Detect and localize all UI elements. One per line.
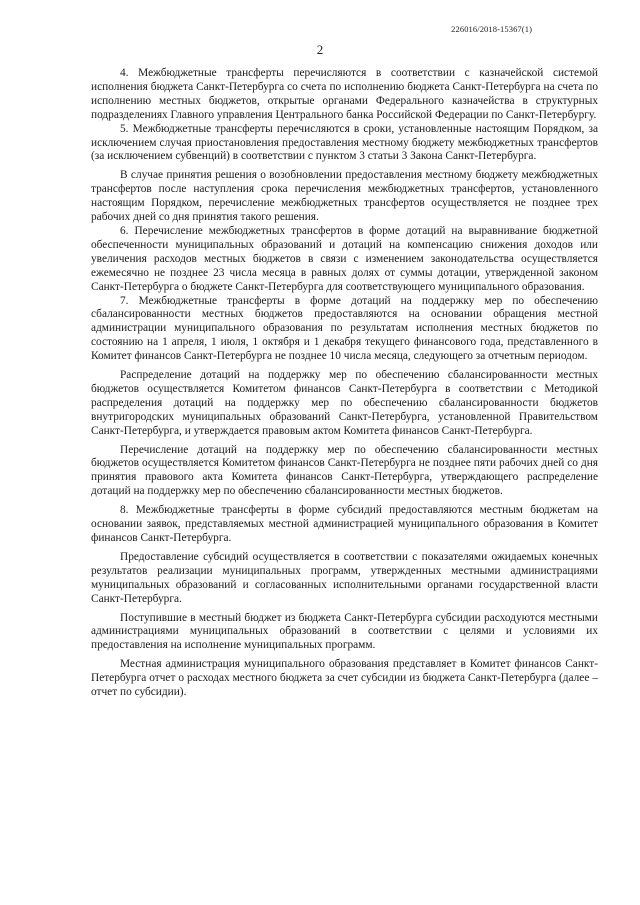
paragraph-7: 7. Межбюджетные трансферты в форме дотаций на поддержку мер по обеспечению сбалансированности местных бюджетов предоставляются на основании обращения местной администрации муниципального образования по результатам исполнения местных бюджетов по состоянию на 1 апреля, 1 июля, 1 октября и 1 декабря текущего финансового года, представленного в Комитет финансов Санкт-Петербурга не позднее 10 числа месяца, следующего за отчетным периодом. bbox=[91, 294, 598, 363]
paragraph-4: 4. Межбюджетные трансферты перечисляются в соответствии с казначейской системой исполнения бюджета Санкт-Петербурга со счета по исполнению бюджета Санкт-Петербурга на счета по исполнению местных бюджетов, открытые органами Федерального казначейства в структурных подразделениях Главного управления Центрального банка Российской Федерации по Санкт-Петербургу. bbox=[91, 67, 598, 121]
paragraph-6: 6. Перечисление межбюджетных трансфертов в форме дотаций на выравнивание бюджетной обеспеченности муниципальных образований и дотаций на компенсацию снижения доходов или увеличения расходов местных бюджетов в связи с изменением законодательства осуществляется ежемесячно не позднее 23 числа месяца в равных долях от суммы дотации, утвержденной законом Санкт-Петербурга о бюджете Санкт-Петербурга для соответствующего муниципального образования. bbox=[91, 224, 598, 293]
paragraph-8-report: Местная администрация муниципального образования представляет в Комитет финансов Санкт-Петербурга отчет о расходах местного бюджета за счет субсидии из бюджета Санкт-Петербурга (далее – отчет по субсидии). bbox=[91, 658, 598, 699]
paragraph-8: 8. Межбюджетные трансферты в форме субсидий предоставляются местным бюджетам на основании заявок, представляемых местной администрацией муниципального образования в Комитет финансов Санкт-Петербурга. bbox=[91, 504, 598, 544]
document-registration-number: 226016/2018-15367(1) bbox=[451, 24, 532, 34]
page-number: 2 bbox=[316, 42, 324, 57]
paragraph-8-spending: Поступившие в местный бюджет из бюджета Санкт-Петербурга субсидии расходуются местными администрациями муниципальных образований в соответствии с целями и условиями их предоставления на исполнение муниципальных программ. bbox=[91, 611, 598, 652]
paragraph-7-transfer: Перечисление дотаций на поддержку мер по обеспечению сбалансированности местных бюджетов осуществляется Комитетом финансов Санкт-Петербурга не позднее пяти рабочих дней со дня принятия правового акта Комитета финансов Санкт-Петербурга, утверждающего распределение дотаций на поддержку мер по обеспечению сбалансированности местных бюджетов. bbox=[91, 443, 598, 498]
paragraph-5: 5. Межбюджетные трансферты перечисляются в сроки, установленные настоящим Порядком, за исключением случая приостановления предоставления местному бюджету межбюджетных трансфертов (за исключением субвенций) в соответствии с пунктом 3 статьи 3 Закона Санкт-Петербурга. bbox=[91, 122, 598, 163]
paragraph-8-provision: Предоставление субсидий осуществляется в соответствии с показателями ожидаемых конечных результатов реализации муниципальных программ, утвержденных местными администрациями муниципальных образований и согласованных исполнительными органами государственной власти Санкт-Петербурга. bbox=[91, 550, 598, 605]
paragraph-5-resumption: В случае принятия решения о возобновлении предоставления местному бюджету межбюджетных трансфертов после наступления срока перечисления межбюджетных трансфертов, установленного настоящим Порядком, перечисление межбюджетных трансфертов осуществляется не позднее трех рабочих дней со дня принятия такого решения. bbox=[91, 169, 598, 224]
paragraph-7-distribution: Распределение дотаций на поддержку мер по обеспечению сбалансированности местных бюджетов осуществляется Комитетом финансов Санкт-Петербурга в соответствии с Методикой распределения дотаций на поддержку мер по обеспечению сбалансированности бюджетов внутригородских муниципальных образований Санкт-Петербурга, установленной Правительством Санкт-Петербурга, и утверждается правовым актом Комитета финансов Санкт-Петербурга. bbox=[91, 369, 598, 437]
document-body bbox=[91, 67, 598, 700]
